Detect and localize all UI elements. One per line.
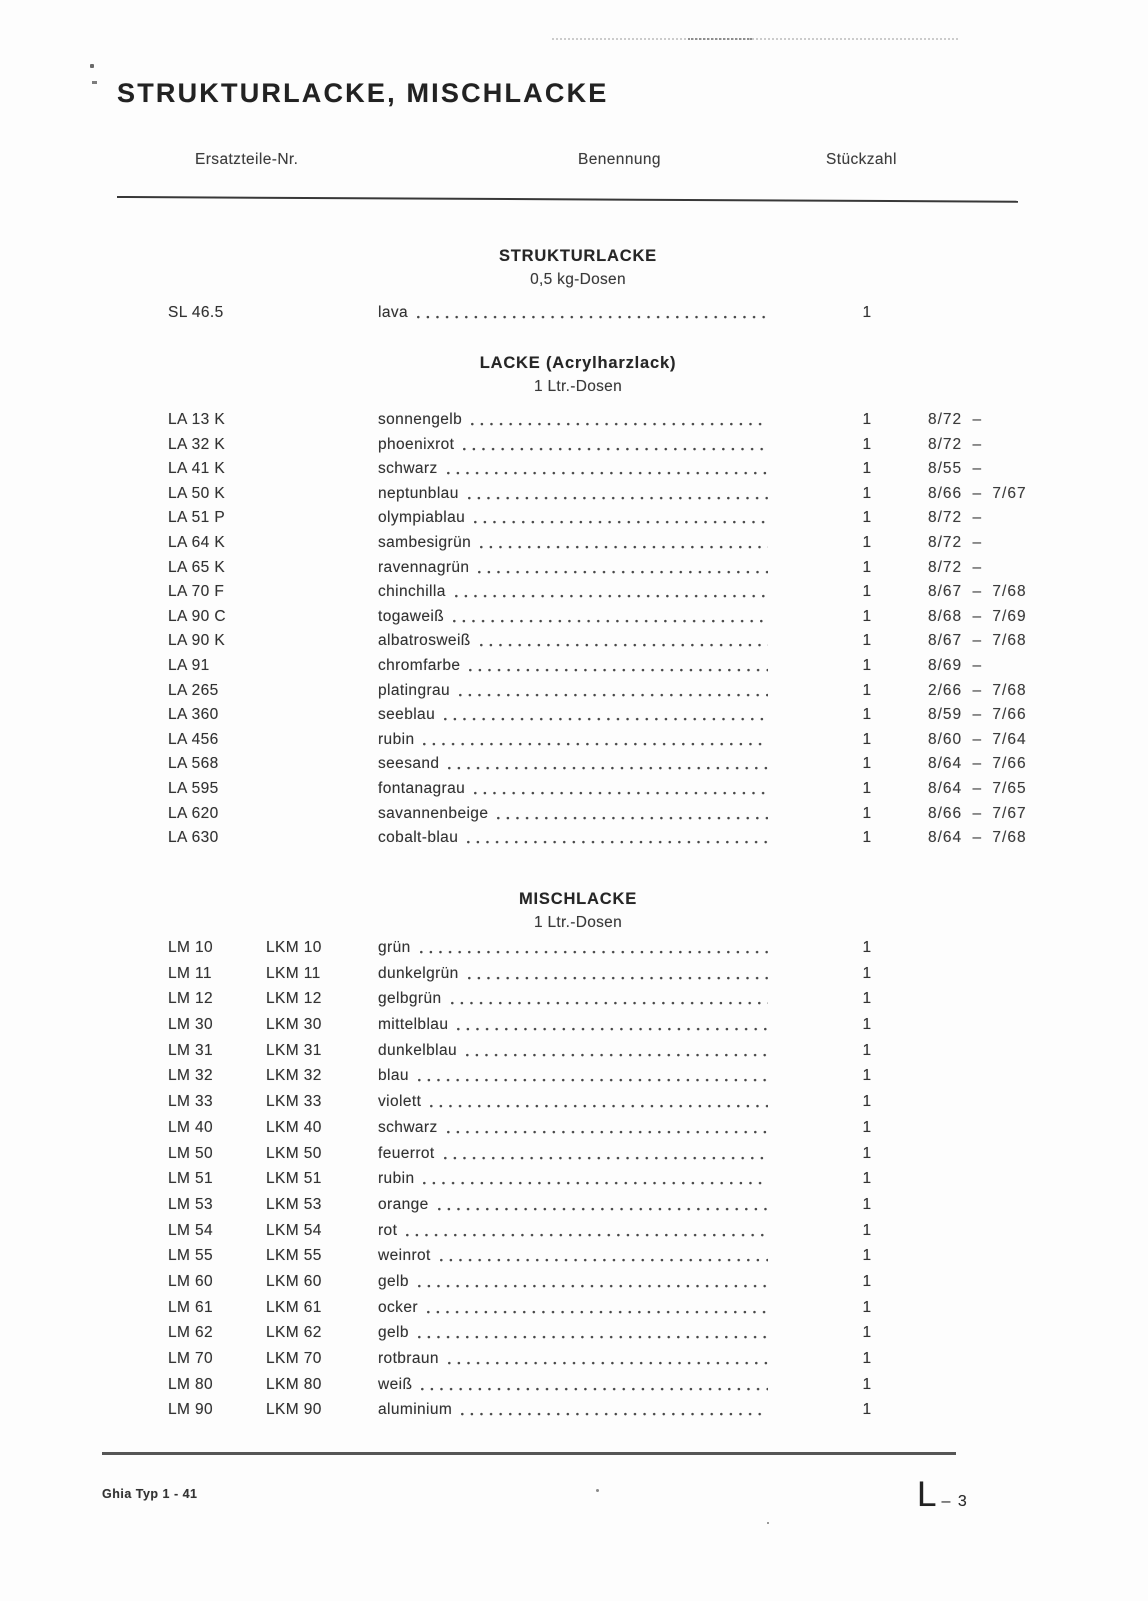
part-number-primary: LM 60 <box>168 1272 214 1290</box>
part-number-primary: LA 91 <box>168 656 210 674</box>
part-number-primary: SL 46.5 <box>168 304 224 321</box>
part-number-primary: LM 70 <box>168 1350 214 1367</box>
part-number-primary: LA 595 <box>168 779 219 797</box>
scan-speck <box>596 1489 599 1492</box>
dot-leader <box>447 471 768 475</box>
part-number-secondary: LKM 12 <box>266 990 322 1008</box>
table-row <box>118 1273 1038 1299</box>
table-row <box>118 731 1038 756</box>
quantity-value: 1 <box>862 1041 872 1059</box>
part-number-secondary: LKM 61 <box>266 1298 322 1316</box>
quantity-value: 1 <box>862 706 872 724</box>
table-row <box>118 990 1038 1016</box>
item-name-cell <box>378 682 770 700</box>
date-range: 8/55 – <box>928 460 983 478</box>
item-name-cell <box>378 509 770 527</box>
item-name: cobalt-blau <box>378 829 459 847</box>
dot-leader <box>497 816 768 820</box>
quantity-value: 1 <box>862 964 872 982</box>
dot-leader <box>420 950 768 954</box>
table-row <box>118 485 1038 510</box>
quantity-value: 1 <box>862 1170 872 1188</box>
table-row <box>118 583 1038 608</box>
quantity-value: 1 <box>862 1067 872 1085</box>
quantity-value: 1 <box>862 990 872 1008</box>
quantity-value: 1 <box>862 1016 872 1034</box>
part-number-primary: LM 12 <box>168 990 214 1008</box>
dot-leader <box>440 1258 768 1262</box>
part-number-primary: LM 50 <box>168 1144 214 1162</box>
section-lacke-acrylharzlack <box>118 353 1038 854</box>
table-row <box>118 1170 1038 1196</box>
quantity-value: 1 <box>862 1195 872 1213</box>
part-number-primary: LA 13 K <box>168 411 226 428</box>
part-number-primary: LM 32 <box>168 1067 214 1085</box>
section-mischlacke <box>118 889 1038 1427</box>
part-number-primary: LA 41 K <box>168 460 226 478</box>
table-row <box>118 939 1038 965</box>
item-name: seesand <box>378 755 440 773</box>
item-name-cell <box>378 1299 770 1317</box>
quantity-value: 1 <box>862 411 872 428</box>
dot-leader <box>453 619 768 623</box>
item-name-cell <box>378 657 770 675</box>
quantity-value: 1 <box>862 1118 872 1136</box>
quantity-value: 1 <box>862 1324 872 1342</box>
item-name: rot <box>378 1221 398 1239</box>
quantity-value: 1 <box>862 484 872 502</box>
dot-leader <box>469 668 768 672</box>
table-row <box>118 304 1038 329</box>
item-name: violett <box>378 1093 422 1111</box>
dot-leader <box>423 1181 768 1185</box>
item-name-cell <box>378 1042 770 1060</box>
table-row <box>118 706 1038 731</box>
item-name-cell <box>378 1376 770 1394</box>
date-range: 8/67 – 7/68 <box>928 583 1027 601</box>
item-name: togaweiß <box>378 607 445 625</box>
quantity-value: 1 <box>862 939 872 956</box>
item-name-cell <box>378 1273 770 1291</box>
section-heading: STRUKTURLACKE <box>499 247 657 265</box>
part-number-secondary: LKM 31 <box>266 1041 322 1059</box>
item-name: sambesigrün <box>378 533 472 551</box>
table-row <box>118 1401 1038 1427</box>
part-number-primary: LA 51 P <box>168 509 226 527</box>
part-number-primary: LM 61 <box>168 1298 214 1316</box>
date-range: 8/66 – 7/67 <box>928 484 1027 502</box>
item-name-cell <box>378 829 770 847</box>
table-row <box>118 608 1038 633</box>
footer-page-indicator <box>917 1477 968 1512</box>
table-row <box>118 1376 1038 1402</box>
quantity-value: 1 <box>862 804 872 822</box>
dot-leader <box>459 693 768 697</box>
date-range: 8/69 – <box>928 656 983 674</box>
item-name-cell <box>378 1145 770 1163</box>
item-name-cell <box>378 731 770 749</box>
part-number-secondary: LKM 53 <box>266 1195 322 1213</box>
dot-leader <box>430 1104 768 1108</box>
dot-leader <box>480 545 768 549</box>
section-strukturlacke <box>118 246 1038 329</box>
dot-leader <box>427 1310 768 1314</box>
section-heading: LACKE (Acrylharzlack) <box>479 354 677 372</box>
quantity-value: 1 <box>862 1221 872 1239</box>
item-name-cell <box>378 460 770 478</box>
item-name-cell <box>378 706 770 724</box>
quantity-value: 1 <box>862 632 872 650</box>
table-row <box>118 829 1038 854</box>
dot-leader <box>457 1027 768 1031</box>
part-number-primary: LM 90 <box>168 1401 214 1419</box>
table-row <box>118 534 1038 559</box>
header-rule <box>117 196 1018 203</box>
item-name: rubin <box>378 1170 415 1188</box>
table-row <box>118 632 1038 657</box>
dot-leader <box>478 570 768 574</box>
item-name: fontanagrau <box>378 779 466 797</box>
item-name-cell <box>378 1067 770 1085</box>
quantity-value: 1 <box>862 730 872 748</box>
column-header-name: Benennung <box>578 151 661 168</box>
item-name-cell <box>378 805 770 823</box>
part-number-secondary: LKM 32 <box>266 1067 322 1085</box>
part-number-primary: LM 30 <box>168 1016 214 1034</box>
table-row <box>118 1350 1038 1376</box>
part-number-secondary: LKM 50 <box>266 1144 322 1162</box>
item-name: dunkelgrün <box>378 964 459 982</box>
section-subheading: 0,5 kg-Dosen <box>530 271 626 288</box>
item-name-cell <box>378 1016 770 1034</box>
item-name: seeblau <box>378 706 436 724</box>
table-row <box>118 1247 1038 1273</box>
table-row <box>118 657 1038 682</box>
table-row <box>118 1119 1038 1145</box>
part-number-primary: LM 11 <box>168 964 212 982</box>
scan-artifact-dotted-line-dark <box>688 38 752 40</box>
part-number-secondary: LKM 33 <box>266 1093 322 1111</box>
item-name: schwarz <box>378 460 438 478</box>
quantity-value: 1 <box>862 656 872 674</box>
item-name: gelbgrün <box>378 990 442 1008</box>
date-range: 8/64 – 7/65 <box>928 779 1027 797</box>
date-range: 8/64 – 7/66 <box>928 755 1027 773</box>
part-number-primary: LA 90 K <box>168 632 226 650</box>
part-number-secondary: LKM 62 <box>266 1324 322 1342</box>
dot-leader <box>418 1078 768 1082</box>
part-number-primary: LM 80 <box>168 1375 214 1393</box>
part-number-secondary: LKM 51 <box>266 1170 322 1188</box>
table-row <box>118 1016 1038 1042</box>
part-number-secondary: LKM 40 <box>266 1118 322 1136</box>
quantity-value: 1 <box>862 829 872 847</box>
item-name-cell <box>378 939 770 957</box>
table-row <box>118 1324 1038 1350</box>
table-row <box>118 805 1038 830</box>
item-name: lava <box>378 304 409 321</box>
item-name: ocker <box>378 1298 418 1316</box>
part-number-primary: LA 620 <box>168 804 219 822</box>
date-range: 8/64 – 7/68 <box>928 829 1027 847</box>
item-name: rubin <box>378 730 415 748</box>
quantity-value: 1 <box>862 583 872 601</box>
part-number-primary: LM 62 <box>168 1324 214 1342</box>
item-name: neptunblau <box>378 484 459 502</box>
part-number-secondary: LKM 90 <box>266 1401 322 1419</box>
column-header-quantity: Stückzahl <box>826 151 897 168</box>
page-title: STRUKTURLACKE, MISCHLACKE <box>117 78 609 108</box>
quantity-value: 1 <box>862 755 872 773</box>
date-range: 8/60 – 7/64 <box>928 730 1027 748</box>
dot-leader <box>406 1233 768 1237</box>
date-range: 8/72 – <box>928 435 983 453</box>
part-number-secondary: LKM 11 <box>266 964 321 982</box>
part-number-secondary: LKM 54 <box>266 1221 322 1239</box>
dot-leader <box>448 1361 768 1365</box>
item-name-cell <box>378 965 770 983</box>
dot-leader <box>444 1156 768 1160</box>
dot-leader <box>468 496 768 500</box>
dot-leader <box>418 1335 768 1339</box>
part-number-primary: LA 568 <box>168 755 219 773</box>
scan-speck <box>767 1522 769 1524</box>
part-number-primary: LA 630 <box>168 829 219 847</box>
dot-leader <box>468 976 768 980</box>
dot-leader <box>467 840 768 844</box>
scan-artifact-dotted-line <box>552 38 958 40</box>
table-row <box>118 1196 1038 1222</box>
part-number-secondary: LKM 30 <box>266 1016 322 1034</box>
item-name: savannenbeige <box>378 804 489 822</box>
table-row <box>118 682 1038 707</box>
table-row <box>118 509 1038 534</box>
dot-leader <box>448 766 768 770</box>
part-number-secondary: LKM 70 <box>266 1350 322 1367</box>
date-range: 8/72 – <box>928 509 983 527</box>
quantity-value: 1 <box>862 1144 872 1162</box>
table-row <box>118 1093 1038 1119</box>
table-row <box>118 1299 1038 1325</box>
date-range: 2/66 – 7/68 <box>928 681 1027 699</box>
part-number-primary: LM 33 <box>168 1093 214 1111</box>
part-number-primary: LA 50 K <box>168 484 226 502</box>
part-number-primary: LM 54 <box>168 1221 214 1239</box>
scan-speck <box>92 81 97 84</box>
part-number-primary: LM 40 <box>168 1118 214 1136</box>
dot-leader <box>474 791 768 795</box>
item-name: grün <box>378 939 411 956</box>
item-name: ravennagrün <box>378 558 470 576</box>
dot-leader <box>418 1284 768 1288</box>
part-number-secondary: LKM 80 <box>266 1375 322 1393</box>
table-row <box>118 559 1038 584</box>
quantity-value: 1 <box>862 1272 872 1290</box>
section-rows <box>118 411 1038 854</box>
dot-leader <box>444 717 768 721</box>
part-number-primary: LM 31 <box>168 1041 214 1059</box>
item-name-cell <box>378 411 770 429</box>
item-name-cell <box>378 1170 770 1188</box>
section-rows <box>118 939 1038 1427</box>
item-name-cell <box>378 608 770 626</box>
quantity-value: 1 <box>862 435 872 453</box>
part-number-secondary: LKM 10 <box>266 939 322 956</box>
footer-page-number: – 3 <box>941 1493 969 1510</box>
item-name: olympiablau <box>378 509 466 527</box>
item-name: platingrau <box>378 681 451 699</box>
item-name: weinrot <box>378 1247 431 1265</box>
date-range: 8/66 – 7/67 <box>928 804 1027 822</box>
quantity-value: 1 <box>862 304 872 321</box>
quantity-value: 1 <box>862 779 872 797</box>
item-name-cell <box>378 1350 770 1368</box>
date-range: 8/72 – <box>928 411 983 428</box>
item-name: aluminium <box>378 1401 453 1419</box>
table-row <box>118 411 1038 436</box>
item-name-cell <box>378 1093 770 1111</box>
quantity-value: 1 <box>862 607 872 625</box>
part-number-primary: LA 360 <box>168 706 219 724</box>
dot-leader <box>451 1001 768 1005</box>
table-row <box>118 755 1038 780</box>
date-range: 8/68 – 7/69 <box>928 607 1027 625</box>
item-name: mittelblau <box>378 1016 449 1034</box>
part-number-primary: LM 55 <box>168 1247 214 1265</box>
item-name-cell <box>378 485 770 503</box>
item-name-cell <box>378 990 770 1008</box>
dot-leader <box>421 1387 768 1391</box>
section-subheading: 1 Ltr.-Dosen <box>533 914 623 931</box>
item-name-cell <box>378 559 770 577</box>
quantity-value: 1 <box>862 681 872 699</box>
dot-leader <box>417 315 768 319</box>
dot-leader <box>423 742 768 746</box>
table-row <box>118 1222 1038 1248</box>
item-name: gelb <box>378 1324 409 1342</box>
table-row <box>118 1042 1038 1068</box>
table-row <box>118 965 1038 991</box>
quantity-value: 1 <box>862 1350 872 1367</box>
quantity-value: 1 <box>862 1298 872 1316</box>
part-number-secondary: LKM 55 <box>266 1247 322 1265</box>
part-number-primary: LA 90 C <box>168 607 226 625</box>
item-name: blau <box>378 1067 409 1085</box>
dot-leader <box>474 520 768 524</box>
date-range: 8/67 – 7/68 <box>928 632 1027 650</box>
section-heading: MISCHLACKE <box>519 890 637 908</box>
dot-leader <box>466 1053 768 1057</box>
part-number-primary: LM 53 <box>168 1195 214 1213</box>
item-name: albatrosweiß <box>378 632 471 650</box>
item-name: feuerrot <box>378 1144 435 1162</box>
dot-leader <box>438 1207 768 1211</box>
quantity-value: 1 <box>862 1375 872 1393</box>
item-name-cell <box>378 1222 770 1240</box>
footer-page-letter: L <box>917 1475 937 1514</box>
quantity-value: 1 <box>862 558 872 576</box>
item-name-cell <box>378 583 770 601</box>
item-name-cell <box>378 1119 770 1137</box>
table-row <box>118 780 1038 805</box>
part-number-primary: LA 65 K <box>168 558 226 576</box>
part-number-primary: LA 456 <box>168 730 219 748</box>
part-number-primary: LM 10 <box>168 939 214 956</box>
footer-model-label: Ghia Typ 1 - 41 <box>102 1487 198 1501</box>
item-name-cell <box>378 780 770 798</box>
footer-rule <box>102 1452 956 1455</box>
item-name: sonnengelb <box>378 411 463 428</box>
item-name-cell <box>378 534 770 552</box>
date-range: 8/59 – 7/66 <box>928 706 1027 724</box>
part-number-primary: LA 32 K <box>168 435 226 453</box>
item-name-cell <box>378 1324 770 1342</box>
part-number-primary: LM 51 <box>168 1170 214 1188</box>
date-range: 8/72 – <box>928 558 983 576</box>
quantity-value: 1 <box>862 533 872 551</box>
item-name-cell <box>378 1247 770 1265</box>
item-name: schwarz <box>378 1118 438 1136</box>
item-name-cell <box>378 755 770 773</box>
item-name-cell <box>378 304 770 322</box>
quantity-value: 1 <box>862 460 872 478</box>
section-rows <box>118 304 1038 329</box>
table-row <box>118 1145 1038 1171</box>
item-name-cell <box>378 1196 770 1214</box>
item-name: weiß <box>378 1375 413 1393</box>
quantity-value: 1 <box>862 1247 872 1265</box>
quantity-value: 1 <box>862 509 872 527</box>
part-number-primary: LA 265 <box>168 681 219 699</box>
item-name-cell <box>378 1401 770 1419</box>
dot-leader <box>461 1412 768 1416</box>
scan-speck <box>90 64 94 68</box>
item-name: gelb <box>378 1272 409 1290</box>
part-number-primary: LA 64 K <box>168 533 226 551</box>
table-row <box>118 436 1038 461</box>
table-row <box>118 1067 1038 1093</box>
item-name: phoenixrot <box>378 435 455 453</box>
item-name: orange <box>378 1195 429 1213</box>
dot-leader <box>471 422 768 426</box>
part-number-primary: LA 70 F <box>168 583 225 601</box>
item-name-cell <box>378 632 770 650</box>
dot-leader <box>463 447 768 451</box>
column-header-part-number: Ersatzteile-Nr. <box>195 151 299 168</box>
quantity-value: 1 <box>862 1093 872 1111</box>
quantity-value: 1 <box>862 1401 872 1419</box>
item-name: chinchilla <box>378 583 446 601</box>
item-name: rotbraun <box>378 1350 439 1367</box>
dot-leader <box>447 1130 768 1134</box>
item-name-cell <box>378 436 770 454</box>
item-name: dunkelblau <box>378 1041 457 1059</box>
part-number-secondary: LKM 60 <box>266 1272 322 1290</box>
date-range: 8/72 – <box>928 533 983 551</box>
item-name: chromfarbe <box>378 656 461 674</box>
dot-leader <box>480 643 768 647</box>
table-row <box>118 460 1038 485</box>
section-subheading: 1 Ltr.-Dosen <box>533 378 623 395</box>
dot-leader <box>455 594 768 598</box>
